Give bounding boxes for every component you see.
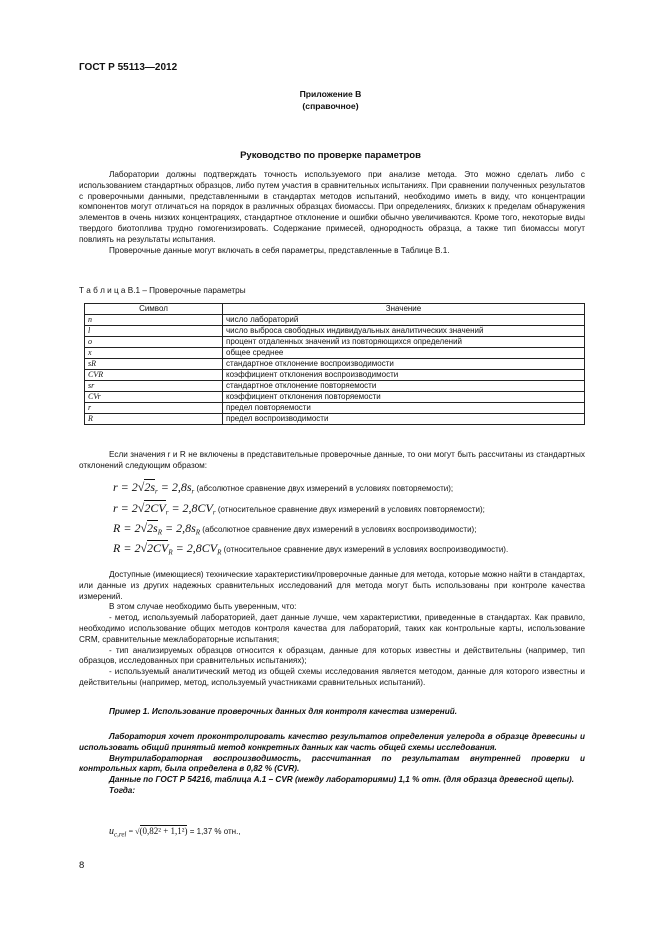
example-paragraph: Данные по ГОСТ Р 54216, таблица А.1 – CVR (между лабораториями) 1,1 % отн. (для образца древесной щепы). xyxy=(109,775,575,785)
formula-radicand: 2s xyxy=(144,480,156,494)
body-text xyxy=(79,570,585,689)
symbol-text: x xyxy=(88,348,92,357)
formula-sub: r xyxy=(155,487,158,496)
meaning-cell: общее среднее xyxy=(223,348,585,359)
body-paragraph: В этом случае необходимо быть уверенным, что: xyxy=(109,602,297,612)
symbol-cell xyxy=(85,381,223,392)
formula-result-sub: R xyxy=(217,548,222,557)
example-heading-text: Пример 1. Использование проверочных данных для контроля качества измерений. xyxy=(109,707,457,716)
table-row xyxy=(85,348,585,359)
formula-sub: R xyxy=(157,528,162,537)
table-row xyxy=(85,414,585,425)
formula-radicand: 2s xyxy=(147,521,158,535)
example-heading xyxy=(79,707,585,718)
symbol-text: l xyxy=(88,326,91,335)
symbol-cell xyxy=(85,403,223,414)
page-number: 8 xyxy=(79,860,85,871)
appendix-subtitle: (справочное) xyxy=(302,101,359,111)
formula-left: r xyxy=(113,480,118,494)
formula-result: 2,8CV xyxy=(186,541,218,555)
meaning-cell: число выброса свободных индивидуальных аналитических значений xyxy=(223,326,585,337)
intro-paragraph: Лаборатории должны подтверждать точность используемого при анализе метода. Это можно сделать либо с использованием стандартных образцов, либо путем участия в сравнительных испытаниях. При сравнении полученных результатов с проверочными данными, представленными в стандартах методов испытаний, необходимо иметь в виду, что концентрации компонентов могут отличаться на порядок в различных образцах биомассы. При определениях, близких к пределам обнаружения элементов в очень низких концентрациях, стандартное отклонение и ошибки обычно увеличиваются. Кроме того, некоторые виды твердого биотоплива трудно гомогенизировать. Содержание примесей, однородность образца, а также тип биомассы могут повлиять на результаты испытания. xyxy=(79,170,585,244)
body-paragraph: - используемый аналитический метод из общей схемы исследования является методом, данные для которого известны и действительны (например, метод, используемый участниками сравнительных испытаний). xyxy=(79,667,585,687)
table-row xyxy=(85,370,585,381)
parameters-table xyxy=(84,303,585,425)
body-paragraph: Доступные (имеющиеся) технические характеристики/проверочные данные для метода, которые можно найти в стандартах, или данные из других надежных сравнительных исследований для метода могут быть использованы при контроле качества измерений. xyxy=(79,570,585,601)
table-row xyxy=(85,381,585,392)
symbol-text: sR xyxy=(88,359,96,368)
formula-lhs: u xyxy=(109,826,114,837)
symbol-cell xyxy=(85,326,223,337)
table-row xyxy=(85,359,585,370)
table-row xyxy=(85,403,585,414)
meaning-cell: предел воспроизводимости xyxy=(223,414,585,425)
formula-note: (абсолютное сравнение двух измерений в условиях воспроизводимости); xyxy=(202,525,477,534)
symbol-cell xyxy=(85,315,223,326)
uncertainty-formula: $u_{c,rel} = √(0,82^2 + 1,1^2) = 1,37$ % отн., xyxy=(109,826,241,839)
formula-result-sub: R xyxy=(195,528,201,537)
meaning-cell: стандартное отклонение воспроизводимости xyxy=(223,359,585,370)
symbol-cell xyxy=(85,359,223,370)
column-header: Символ xyxy=(85,304,223,315)
formula-note: (относительное сравнение двух измерений в условиях повторяемости); xyxy=(217,505,485,514)
formula-result: 2,8CV xyxy=(182,501,213,515)
body-paragraph: - тип анализируемых образцов относится к образцам, данные для которых известны и действительны (например, тип образцов, исследованных при сравнительных испытаниях); xyxy=(79,645,585,666)
symbol-cell xyxy=(85,337,223,348)
symbol-text: n xyxy=(88,315,92,324)
meaning-cell: процент отдаленных значений из повторяющихся определений xyxy=(223,337,585,348)
formula-result: 2,8s xyxy=(171,480,192,494)
intro-text xyxy=(79,170,585,256)
example-paragraph: Внутрилабораторная воспроизводимость, рассчитанная по результатам внутренней проверки и контрольных карт, была определена в 0,82 % (CVR). xyxy=(79,753,585,774)
symbol-text: r xyxy=(88,403,92,412)
symbol-cell xyxy=(85,392,223,403)
symbol-text: o xyxy=(88,337,92,346)
table-header-row xyxy=(85,304,585,315)
symbol-text: CVr xyxy=(88,392,101,401)
after-table-text xyxy=(79,450,585,472)
body-paragraph: - метод, используемый лабораторией, дает данные лучше, чем характеристики, приведенные в стандартах. Как правило, необходимо использование общих методов контроля качества для лабораторий, таких как контрольные карты, использование CRM, сравнительные межлабораторные испытания; xyxy=(79,613,585,644)
table-row xyxy=(85,337,585,348)
formula-radicand: 2CV xyxy=(147,541,169,555)
appendix-title: Приложение В xyxy=(299,89,362,99)
standard-header: ГОСТ Р 55113—2012 xyxy=(79,62,178,73)
symbol-text: CVR xyxy=(88,370,104,379)
table-row xyxy=(85,326,585,337)
meaning-cell: число лабораторий xyxy=(223,315,585,326)
symbol-text: R xyxy=(88,414,93,423)
formula-sub: r xyxy=(165,508,169,517)
table-title: Т а б л и ц а В.1 – Проверочные параметры xyxy=(79,286,246,295)
table-row xyxy=(85,315,585,326)
symbol-cell xyxy=(85,414,223,425)
formula-expression: (0,82² + 1,1²) xyxy=(139,826,188,836)
formula-result: = 1,37 % отн., xyxy=(189,827,241,836)
formula-sub: R xyxy=(168,548,173,557)
example-paragraph: Лаборатория хочет проконтролировать качество результатов определения углерода в образце древесины и использовать общий принятый метод конкретных данных как часть общей схемы исследования. xyxy=(79,732,585,752)
formula-left: R xyxy=(113,521,121,535)
symbol-cell xyxy=(85,348,223,359)
formula-note: (абсолютное сравнение двух измерений в условиях повторяемости); xyxy=(196,484,454,493)
after-table-paragraph: Если значения r и R не включены в представительные проверочные данные, то они могут быть рассчитаны из стандартных отклонений следующим образом: xyxy=(79,450,585,470)
section-heading: Руководство по проверке параметров xyxy=(240,150,421,161)
formula-result: 2,8s xyxy=(176,521,196,535)
formula-radicand: 2CV xyxy=(144,501,166,515)
formula-line: $R = 2√2s_R = 2,8s_R$ (абсолютное сравнение двух измерений в условиях воспроизводимости); xyxy=(113,521,477,537)
formula-result-sub: r xyxy=(191,487,195,496)
example-text xyxy=(79,732,585,797)
meaning-cell: стандартное отклонение повторяемости xyxy=(223,381,585,392)
example-then: Тогда: xyxy=(109,785,136,795)
intro-paragraph: Проверочные данные могут включать в себя параметры, представленные в Таблице В.1. xyxy=(109,245,450,255)
symbol-text: sr xyxy=(88,381,95,390)
column-header: Значение xyxy=(223,304,585,315)
table-row xyxy=(85,392,585,403)
meaning-cell: предел повторяемости xyxy=(223,403,585,414)
formula-line: $r = 2√2CV_r = 2,8CV_r$ (относительное сравнение двух измерений в условиях повторяемости); xyxy=(113,501,485,517)
meaning-cell: коэффициент отклонения повторяемости xyxy=(223,392,585,403)
formula-note: (относительное сравнение двух измерений в условиях воспроизводимости). xyxy=(223,545,509,554)
formula-result-sub: r xyxy=(212,508,216,517)
formula-left: r xyxy=(113,501,118,515)
formula-lhs-sub: c,rel xyxy=(114,830,127,839)
formula-line: $r = 2√2s_r = 2,8s_r$ (абсолютное сравнение двух измерений в условиях повторяемости); xyxy=(113,480,454,496)
formula-line: $R = 2√2CV_R = 2,8CV_R$ (относительное сравнение двух измерений в условиях воспроизводимости). xyxy=(113,541,509,557)
symbol-cell xyxy=(85,370,223,381)
formula-left: R xyxy=(113,541,121,555)
meaning-cell: коэффициент отклонения воспроизводимости xyxy=(223,370,585,381)
